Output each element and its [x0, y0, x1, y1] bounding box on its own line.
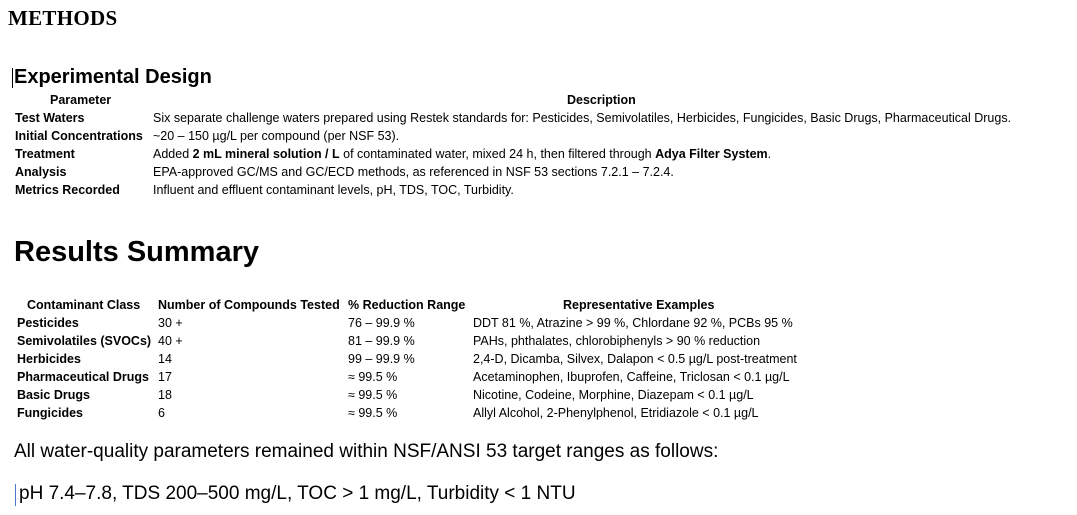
class-cell: Basic Drugs	[17, 388, 90, 402]
examples-cell: 2,4-D, Dicamba, Silvex, Dalapon < 0.5 µg/L post-treatment	[473, 352, 797, 366]
class-cell: Herbicides	[17, 352, 81, 366]
count-cell: 18	[158, 388, 172, 402]
range-cell: ≈ 99.5 %	[348, 388, 398, 402]
range-cell: ≈ 99.5 %	[348, 370, 398, 384]
range-cell: 99 – 99.9 %	[348, 352, 415, 366]
parameter-column-header: Parameter	[50, 93, 112, 107]
count-cell: 17	[158, 370, 172, 384]
examples-cell: DDT 81 %, Atrazine > 99 %, Chlordane 92 %, PCBs 95 %	[473, 316, 793, 330]
count-cell: 6	[158, 406, 165, 420]
description-column-header: Description	[567, 93, 636, 107]
treatment-text-bold-filter: Adya Filter System	[655, 147, 768, 161]
description-cell: ~20 – 150 µg/L per compound (per NSF 53).	[153, 129, 400, 143]
class-cell: Semivolatiles (SVOCs)	[17, 334, 152, 348]
class-cell: Pesticides	[17, 316, 79, 330]
parameter-cell: Metrics Recorded	[15, 183, 120, 197]
results-summary-heading: Results Summary	[14, 236, 259, 268]
examples-cell: PAHs, phthalates, chlorobiphenyls > 90 % reduction	[473, 334, 761, 348]
examples-cell: Nicotine, Codeine, Morphine, Diazepam < 0.1 µg/L	[473, 388, 754, 402]
parameter-cell: Test Waters	[15, 111, 85, 125]
count-cell: 14	[158, 352, 172, 366]
range-cell: 81 – 99.9 %	[348, 334, 415, 348]
examples-column-header: Representative Examples	[563, 298, 715, 312]
summary-paragraph: All water-quality parameters remained within NSF/ANSI 53 target ranges as follows:	[14, 441, 719, 462]
range-column-header: % Reduction Range	[348, 298, 466, 312]
class-cell: Fungicides	[17, 406, 83, 420]
parameter-cell: Initial Concentrations	[15, 129, 143, 143]
target-ranges-line[interactable]: pH 7.4–7.8, TDS 200–500 mg/L, TOC > 1 mg/L, Turbidity < 1 NTU	[19, 483, 576, 504]
treatment-text-bold-dose: 2 mL mineral solution / L	[192, 147, 340, 161]
description-cell: EPA-approved GC/MS and GC/ECD methods, as referenced in NSF 53 sections 7.2.1 – 7.2.4.	[153, 165, 674, 179]
description-cell	[153, 145, 771, 163]
examples-cell: Acetaminophen, Ibuprofen, Caffeine, Triclosan < 0.1 µg/L	[473, 370, 790, 384]
text-cursor	[12, 68, 13, 88]
count-cell: 40 +	[158, 334, 183, 348]
treatment-text-post: .	[767, 147, 772, 161]
count-cell: 30 +	[158, 316, 183, 330]
parameter-cell: Analysis	[15, 165, 67, 179]
parameter-cell: Treatment	[15, 147, 75, 161]
treatment-text-pre: Added	[153, 147, 193, 161]
range-cell: ≈ 99.5 %	[348, 406, 398, 420]
class-cell: Pharmaceutical Drugs	[17, 370, 149, 384]
count-column-header: Number of Compounds Tested	[158, 298, 340, 312]
treatment-text-mid: of contaminated water, mixed 24 h, then filtered through	[339, 147, 656, 161]
range-cell: 76 – 99.9 %	[348, 316, 415, 330]
experimental-design-heading: Experimental Design	[14, 66, 212, 88]
examples-cell: Allyl Alcohol, 2-Phenylphenol, Etridiazole < 0.1 µg/L	[473, 406, 759, 420]
description-cell: Six separate challenge waters prepared using Restek standards for: Pesticides, Semivolatiles, Herbicides, Fungicides, Basic Drugs, Pharmaceutical Drugs.	[153, 111, 1012, 125]
methods-title: METHODS	[8, 6, 118, 30]
text-cursor	[15, 484, 16, 506]
description-cell: Influent and effluent contaminant levels, pH, TDS, TOC, Turbidity.	[153, 183, 514, 197]
class-column-header: Contaminant Class	[27, 298, 141, 312]
